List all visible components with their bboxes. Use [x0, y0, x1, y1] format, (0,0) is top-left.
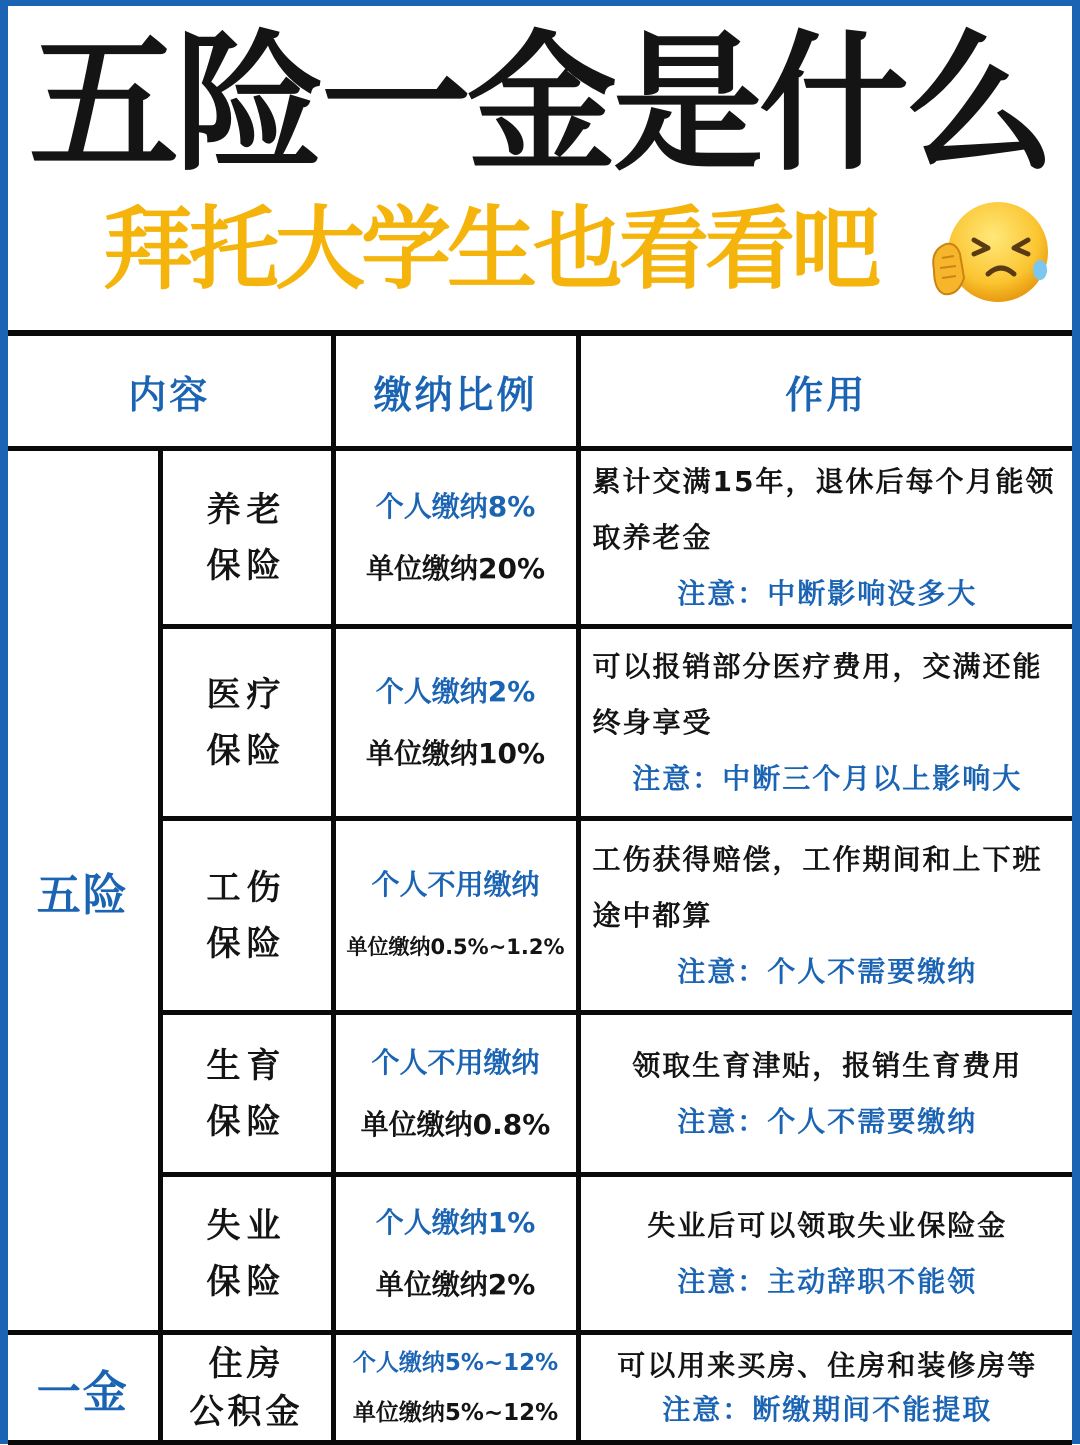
function-cell	[578, 449, 1072, 627]
insurance-name-line2: 保险	[206, 730, 287, 771]
employer-rate: 单位缴纳10%	[366, 736, 546, 770]
insurance-name-line2: 保险	[206, 545, 287, 586]
table-row	[8, 1333, 1072, 1443]
function-note: 注意：个人不需要缴纳	[677, 1104, 978, 1138]
personal-rate: 个人不用缴纳	[371, 867, 540, 901]
insurance-table	[8, 330, 1072, 1445]
table-row	[8, 1175, 1072, 1333]
function-cell	[578, 1175, 1072, 1333]
personal-rate: 个人缴纳1%	[375, 1205, 536, 1239]
function-cell	[578, 1333, 1072, 1443]
page-subtitle: 拜托大学生也看看吧	[103, 197, 877, 302]
function-note: 注意：主动辞职不能领	[677, 1264, 978, 1298]
personal-rate: 个人缴纳5%~12%	[352, 1349, 559, 1376]
crying-face-emoji-icon	[928, 200, 1052, 306]
employer-rate: 单位缴纳0.5%~1.2%	[346, 934, 565, 959]
insurance-name-line2: 保险	[206, 1101, 287, 1142]
function-cell	[578, 819, 1072, 1013]
insurance-name-line2: 公积金	[189, 1391, 304, 1432]
employer-rate: 单位缴纳0.8%	[360, 1107, 551, 1141]
insurance-name-line1: 医疗	[206, 674, 287, 715]
insurance-name	[160, 1175, 333, 1333]
contribution-rate	[333, 1013, 578, 1175]
contribution-rate	[333, 1175, 578, 1333]
column-header-content: 内容	[8, 333, 333, 449]
group-label-yijin: 一金	[8, 1333, 160, 1443]
insurance-name-line2: 保险	[206, 1261, 287, 1302]
function-text: 可以报销部分医疗费用，交满还能终身享受	[592, 649, 1043, 739]
function-cell	[578, 1013, 1072, 1175]
insurance-name	[160, 1013, 333, 1175]
personal-rate: 个人缴纳2%	[375, 674, 536, 708]
function-text: 可以用来买房、住房和装修房等	[617, 1348, 1038, 1382]
contribution-rate	[333, 819, 578, 1013]
function-text: 工伤获得赔偿，工作期间和上下班途中都算	[592, 842, 1043, 932]
page-title: 五险一金是什么	[28, 18, 1051, 192]
table-header-row	[8, 333, 1072, 449]
function-note: 注意：中断三个月以上影响大	[632, 761, 1023, 795]
function-text: 失业后可以领取失业保险金	[647, 1208, 1008, 1242]
employer-rate: 单位缴纳5%~12%	[352, 1399, 559, 1426]
insurance-name-line1: 住房	[208, 1343, 285, 1384]
contribution-rate	[333, 449, 578, 627]
table-row	[8, 627, 1072, 819]
personal-rate: 个人缴纳8%	[375, 489, 536, 523]
insurance-name	[160, 819, 333, 1013]
group-label-wuxian: 五险	[8, 449, 160, 1333]
insurance-name	[160, 1333, 333, 1443]
insurance-name-line1: 养老	[206, 489, 287, 530]
function-text: 累计交满15年，退休后每个月能领取养老金	[592, 464, 1056, 554]
function-note: 注意：中断影响没多大	[677, 576, 978, 610]
function-cell	[578, 627, 1072, 819]
insurance-name-line1: 失业	[206, 1205, 287, 1246]
contribution-rate	[333, 1333, 578, 1443]
insurance-name-line1: 工伤	[206, 867, 287, 908]
employer-rate: 单位缴纳2%	[375, 1267, 536, 1301]
insurance-name-line1: 生育	[206, 1045, 287, 1086]
table-row	[8, 449, 1072, 627]
insurance-name-line2: 保险	[206, 923, 287, 964]
insurance-name	[160, 449, 333, 627]
table-row	[8, 1013, 1072, 1175]
column-header-function: 作用	[578, 333, 1072, 449]
table-row	[8, 819, 1072, 1013]
function-note: 注意：个人不需要缴纳	[677, 954, 978, 988]
function-note: 注意：断缴期间不能提取	[662, 1392, 993, 1426]
insurance-name	[160, 627, 333, 819]
function-text: 领取生育津贴，报销生育费用	[632, 1048, 1023, 1082]
contribution-rate	[333, 627, 578, 819]
column-header-rate: 缴纳比例	[333, 333, 578, 449]
personal-rate: 个人不用缴纳	[371, 1045, 540, 1079]
employer-rate: 单位缴纳20%	[366, 551, 546, 585]
